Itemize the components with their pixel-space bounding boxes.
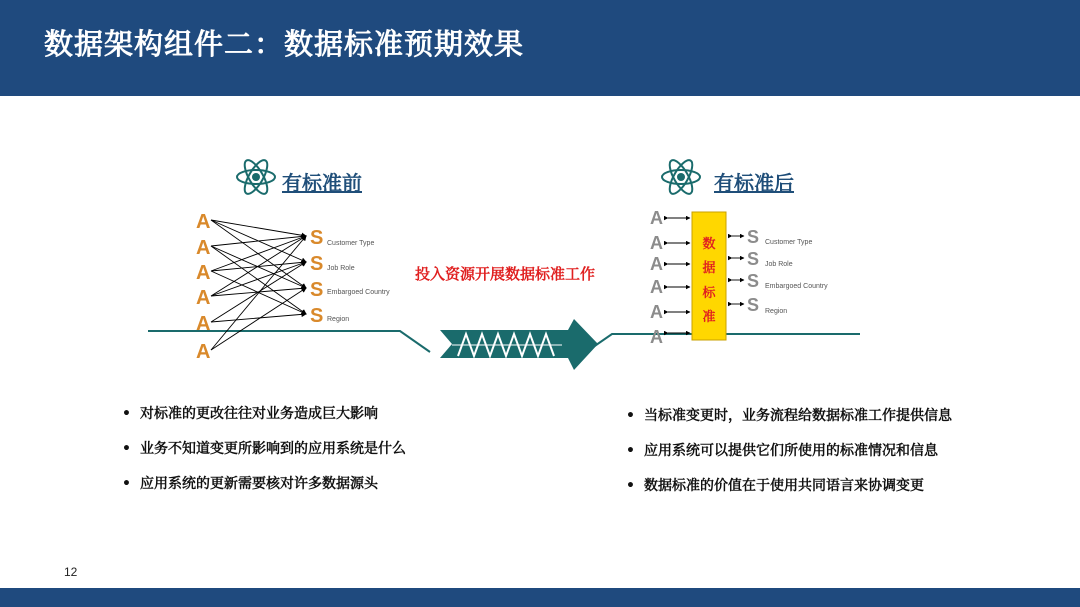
- a-node: A: [196, 313, 211, 335]
- s-node: S: [310, 279, 324, 301]
- s-label: Customer Type: [327, 240, 375, 247]
- s-label: Job Role: [765, 261, 793, 268]
- baseline-left: [148, 331, 430, 352]
- a-node: A: [650, 302, 663, 322]
- bullet-list-before: [122, 404, 406, 509]
- s-node: S: [747, 227, 760, 247]
- a-node: A: [196, 237, 211, 259]
- s-node: S: [747, 249, 760, 269]
- box-char: 据: [702, 261, 716, 276]
- a-node: A: [650, 277, 663, 297]
- a-node: A: [196, 341, 211, 363]
- a-node: A: [196, 211, 211, 233]
- s-node: S: [747, 295, 760, 315]
- s-label: Job Role: [327, 265, 355, 272]
- page-number: 12: [64, 565, 78, 579]
- before-heading: 有标准前: [282, 171, 362, 195]
- list-item: • 数据标准的价值在于使用共同语言来协调变更: [626, 476, 952, 511]
- bullet-list-after: [626, 406, 952, 511]
- atom-icon: [237, 157, 275, 197]
- middle-label: 投入资源开展数据标准工作: [415, 265, 596, 283]
- after-heading: 有标准后: [714, 171, 794, 195]
- list-item: • 当标准变更时，业务流程给数据标准工作提供信息: [626, 406, 952, 441]
- box-s-links: [732, 236, 744, 304]
- page-title: 数据架构组件二：数据标准预期效果: [44, 27, 525, 61]
- s-node: S: [310, 227, 324, 249]
- a-node: A: [650, 233, 663, 253]
- atom-icon: [662, 157, 700, 197]
- list-item: • 对标准的更改往往对业务造成巨大影响: [122, 404, 406, 439]
- box-char: 标: [702, 286, 716, 301]
- s-label: Region: [327, 316, 350, 323]
- s-label: Region: [765, 308, 788, 315]
- list-item: • 应用系统的更新需要核对许多数据源头: [122, 474, 406, 509]
- a-node: A: [196, 262, 211, 284]
- list-item: • 应用系统可以提供它们所使用的标准情况和信息: [626, 441, 952, 476]
- s-label: Customer Type: [765, 239, 813, 246]
- s-node: S: [310, 305, 324, 327]
- s-label: Embargoed Country: [765, 283, 828, 290]
- list-item: • 业务不知道变更所影响到的应用系统是什么: [122, 439, 406, 474]
- a-node: A: [650, 327, 663, 347]
- a-box-links: [668, 218, 690, 333]
- box-char: 数: [702, 237, 716, 252]
- a-node: A: [650, 208, 663, 228]
- a-node: A: [196, 287, 211, 309]
- s-node: S: [747, 271, 760, 291]
- box-char: 准: [702, 310, 716, 325]
- process-arrow: [440, 319, 598, 370]
- s-label: Embargoed Country: [327, 289, 390, 296]
- a-node: A: [650, 254, 663, 274]
- s-node: S: [310, 253, 324, 275]
- footer-bar: [0, 588, 1080, 607]
